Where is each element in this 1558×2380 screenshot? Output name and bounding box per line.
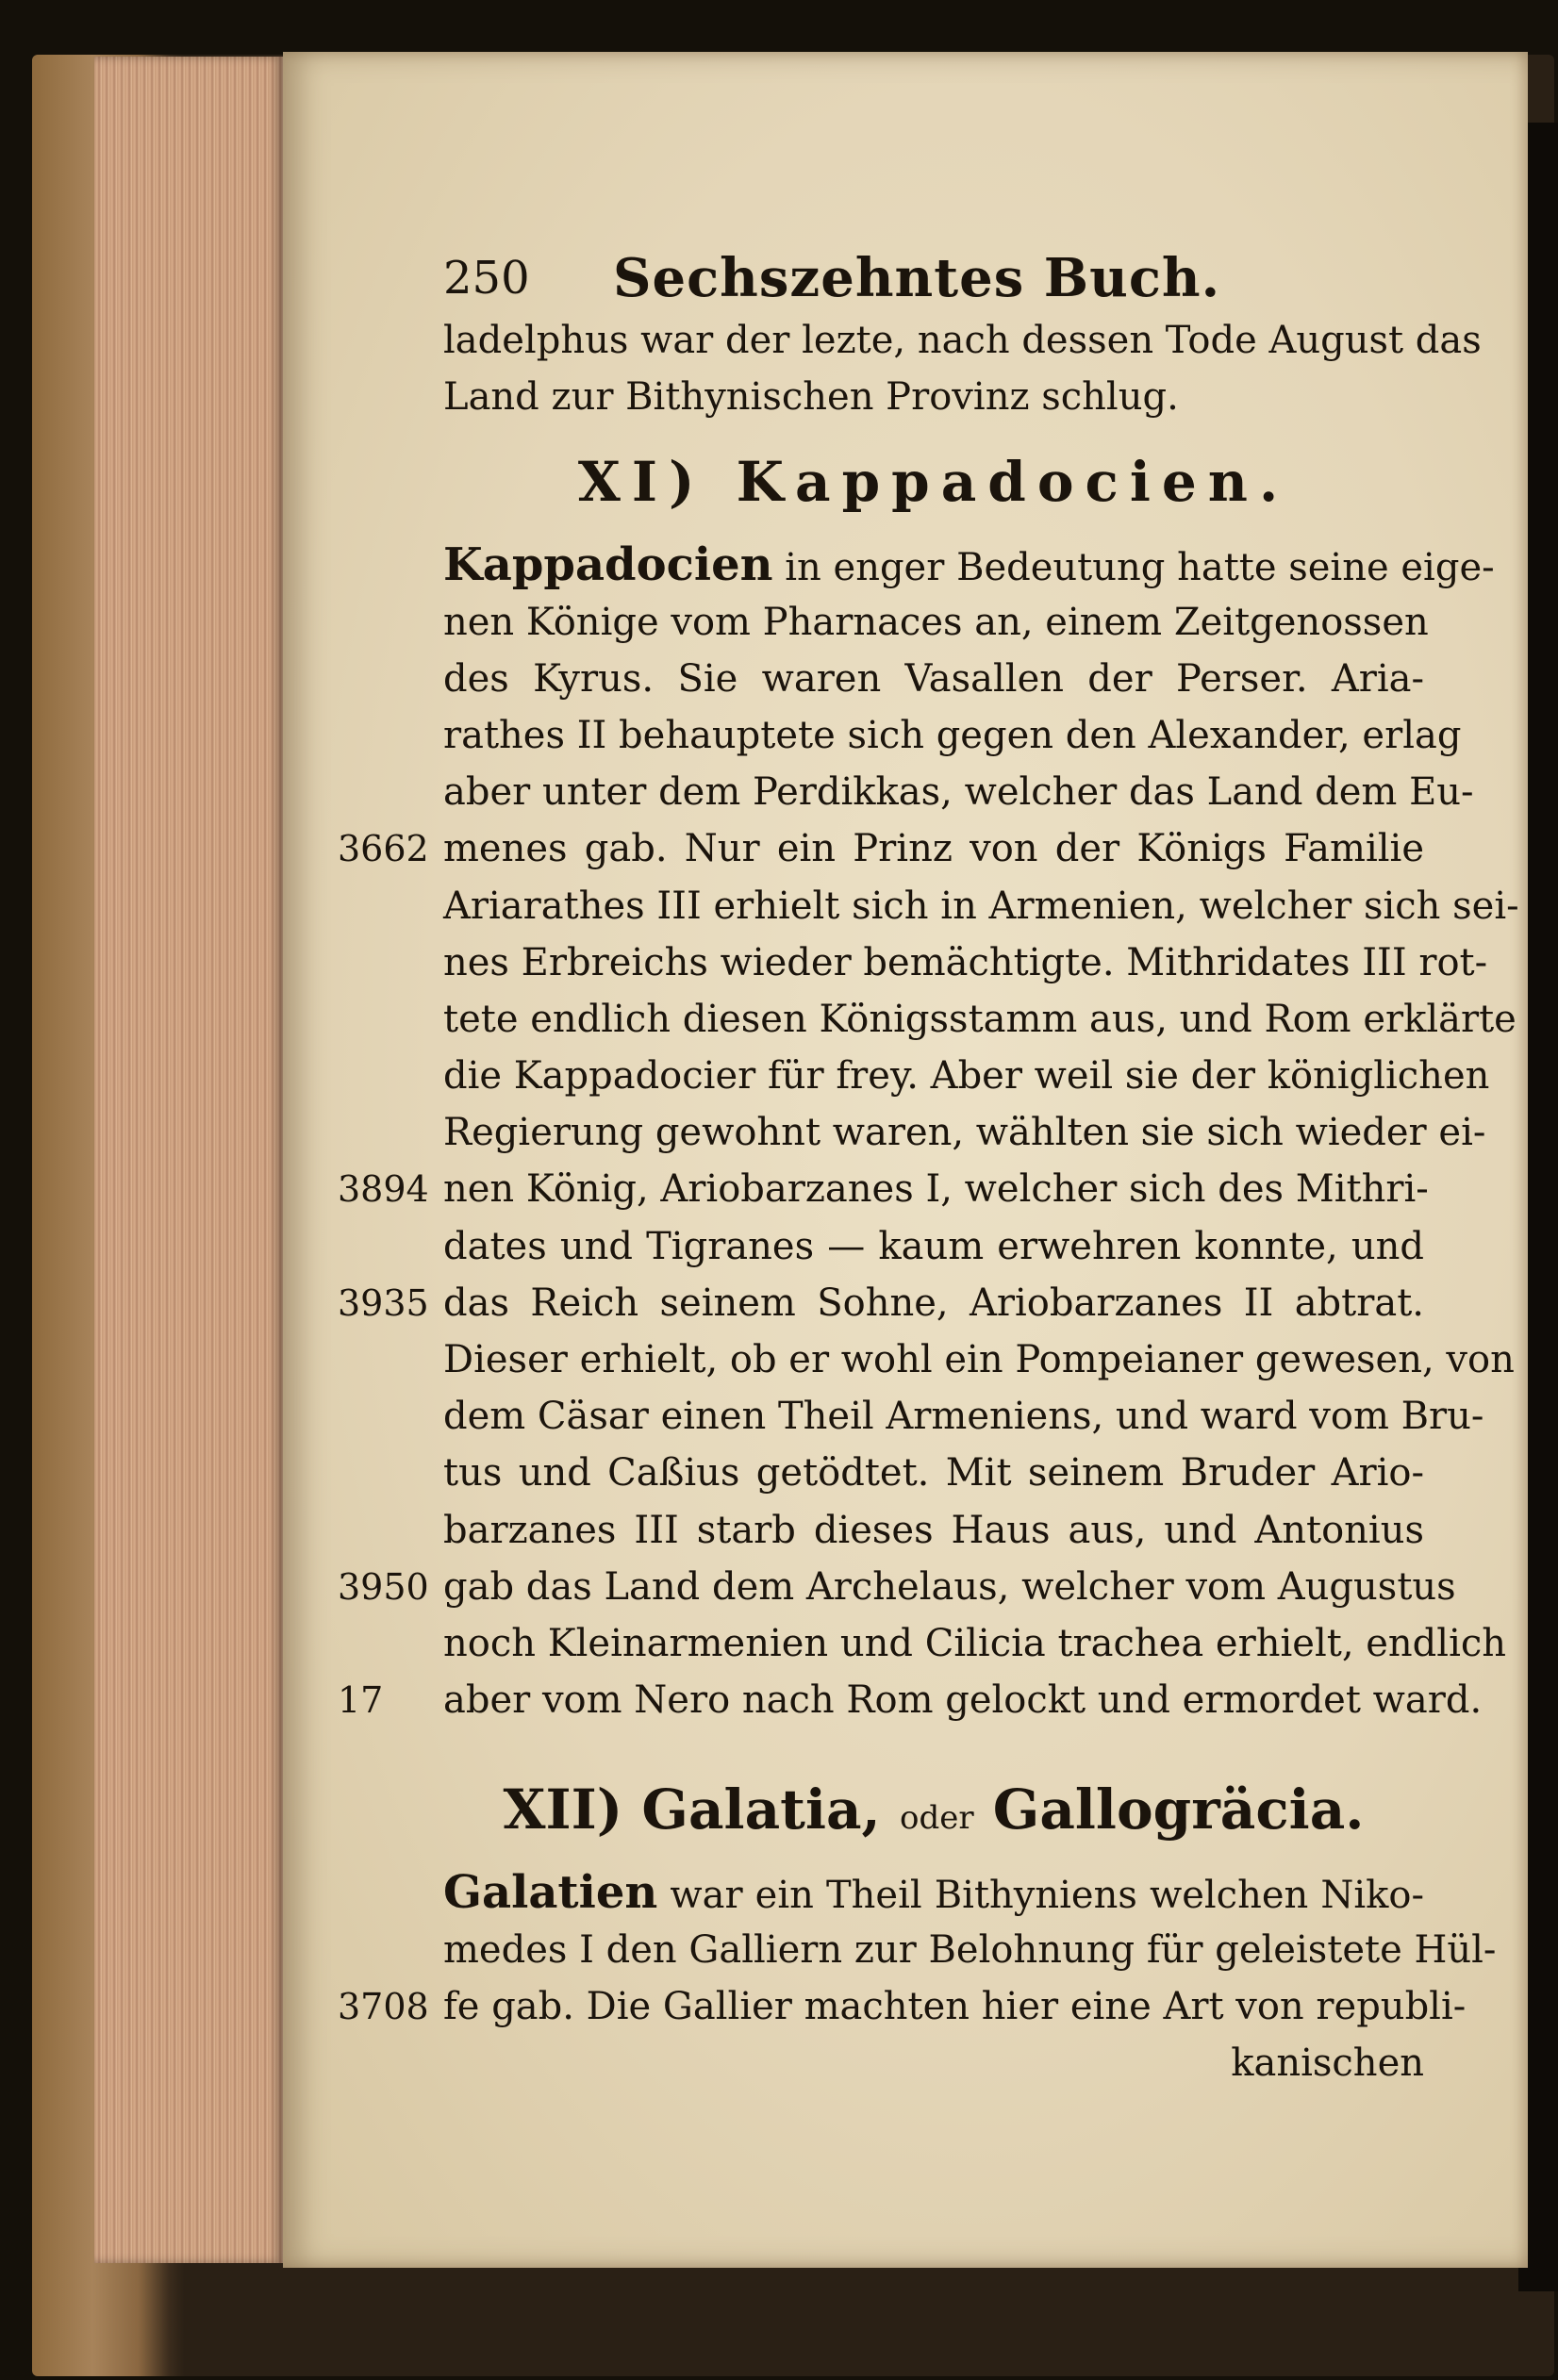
text-line: ladelphus war der lezte, nach dessen Tode August das — [443, 319, 1482, 362]
page-header — [443, 222, 1424, 309]
text-line: 3662 menes gab. Nur ein Prinz von der Königs Familie — [443, 820, 1424, 877]
running-head: Sechszehntes Buch. — [613, 246, 1221, 309]
text-line: Land zur Bithynischen Provinz schlug. — [443, 375, 1179, 420]
text-line: Galatien war ein Theil Bithyniens welchen Niko- — [443, 1866, 1424, 1920]
margin-year: 17 — [338, 1679, 384, 1722]
margin-year: 3708 — [338, 1985, 429, 2027]
page-number: 250 — [443, 251, 530, 305]
margin-year: 3950 — [338, 1565, 429, 1608]
text-line: des Kyrus. Sie waren Vasallen der Perser. Aria- — [443, 656, 1424, 701]
text-line: noch Kleinarmenien und Cilicia trachea erhielt, endlich — [443, 1621, 1507, 1665]
section-heading-galatia: XII) Galatia, oder Gallogräcia. — [503, 1777, 1365, 1843]
book-page — [283, 52, 1528, 2268]
page-text — [338, 222, 1519, 2091]
text-line: Ariarathes III erhielt sich in Armenien, welcher sich sei- — [443, 884, 1519, 928]
text-line: Regierung gewohnt waren, wählten sie sich wieder ei- — [443, 1111, 1486, 1155]
catchword: kanischen — [1231, 2041, 1424, 2085]
margin-year: 3662 — [338, 828, 429, 870]
text-line: 3894 nen König, Ariobarzanes I, welcher sich des Mithri- — [443, 1161, 1424, 1217]
text-line: barzanes III starb dieses Haus aus, und Antonius — [443, 1508, 1424, 1552]
page-edges — [94, 57, 283, 2263]
text-line: 17 aber vom Nero nach Rom gelockt und ermordet ward. — [443, 1672, 1424, 1728]
text-line: tete endlich diesen Königsstamm aus, und Rom erklärte — [443, 997, 1517, 1041]
text-line: aber unter dem Perdikkas, welcher das Land dem Eu- — [443, 770, 1474, 815]
initial-word: Kappadocien — [443, 538, 773, 592]
text-line: 3935 das Reich seinem Sohne, Ariobarzanes II abtrat. — [443, 1275, 1424, 1331]
text-line: nen Könige vom Pharnaces an, einem Zeitgenossen — [443, 600, 1429, 644]
text-line: dem Cäsar einen Theil Armeniens, und ward vom Bru- — [443, 1395, 1484, 1439]
text-line: Dieser erhielt, ob er wohl ein Pompeianer gewesen, von — [443, 1338, 1515, 1381]
text-line: tus und Caßius getödtet. Mit seinem Bruder Ario- — [443, 1451, 1424, 1496]
text-line: 3708 fe gab. Die Gallier machten hier eine Art von republi- — [443, 1978, 1424, 2035]
section-heading-kappadocien: XI) Kappadocien. — [577, 450, 1290, 515]
text-line: rathes II behauptete sich gegen den Alexander, erlag — [443, 713, 1462, 757]
initial-word: Galatien — [443, 1866, 658, 1920]
text-line: dates und Tigranes — kaum erwehren konnte, und — [443, 1224, 1424, 1268]
margin-year: 3894 — [338, 1168, 429, 1211]
margin-year: 3935 — [338, 1281, 429, 1324]
text-line: nes Erbreichs wieder bemächtigte. Mithridates III rot- — [443, 940, 1488, 984]
text-line: die Kappadocier für frey. Aber weil sie der königlichen — [443, 1054, 1490, 1099]
text-line: Kappadocien in enger Bedeutung hatte seine eige- — [443, 538, 1495, 592]
text-line: medes I den Galliern zur Belohnung für geleistete Hül- — [443, 1927, 1497, 1972]
text-line: 3950 gab das Land dem Archelaus, welcher vom Augustus — [443, 1559, 1424, 1615]
